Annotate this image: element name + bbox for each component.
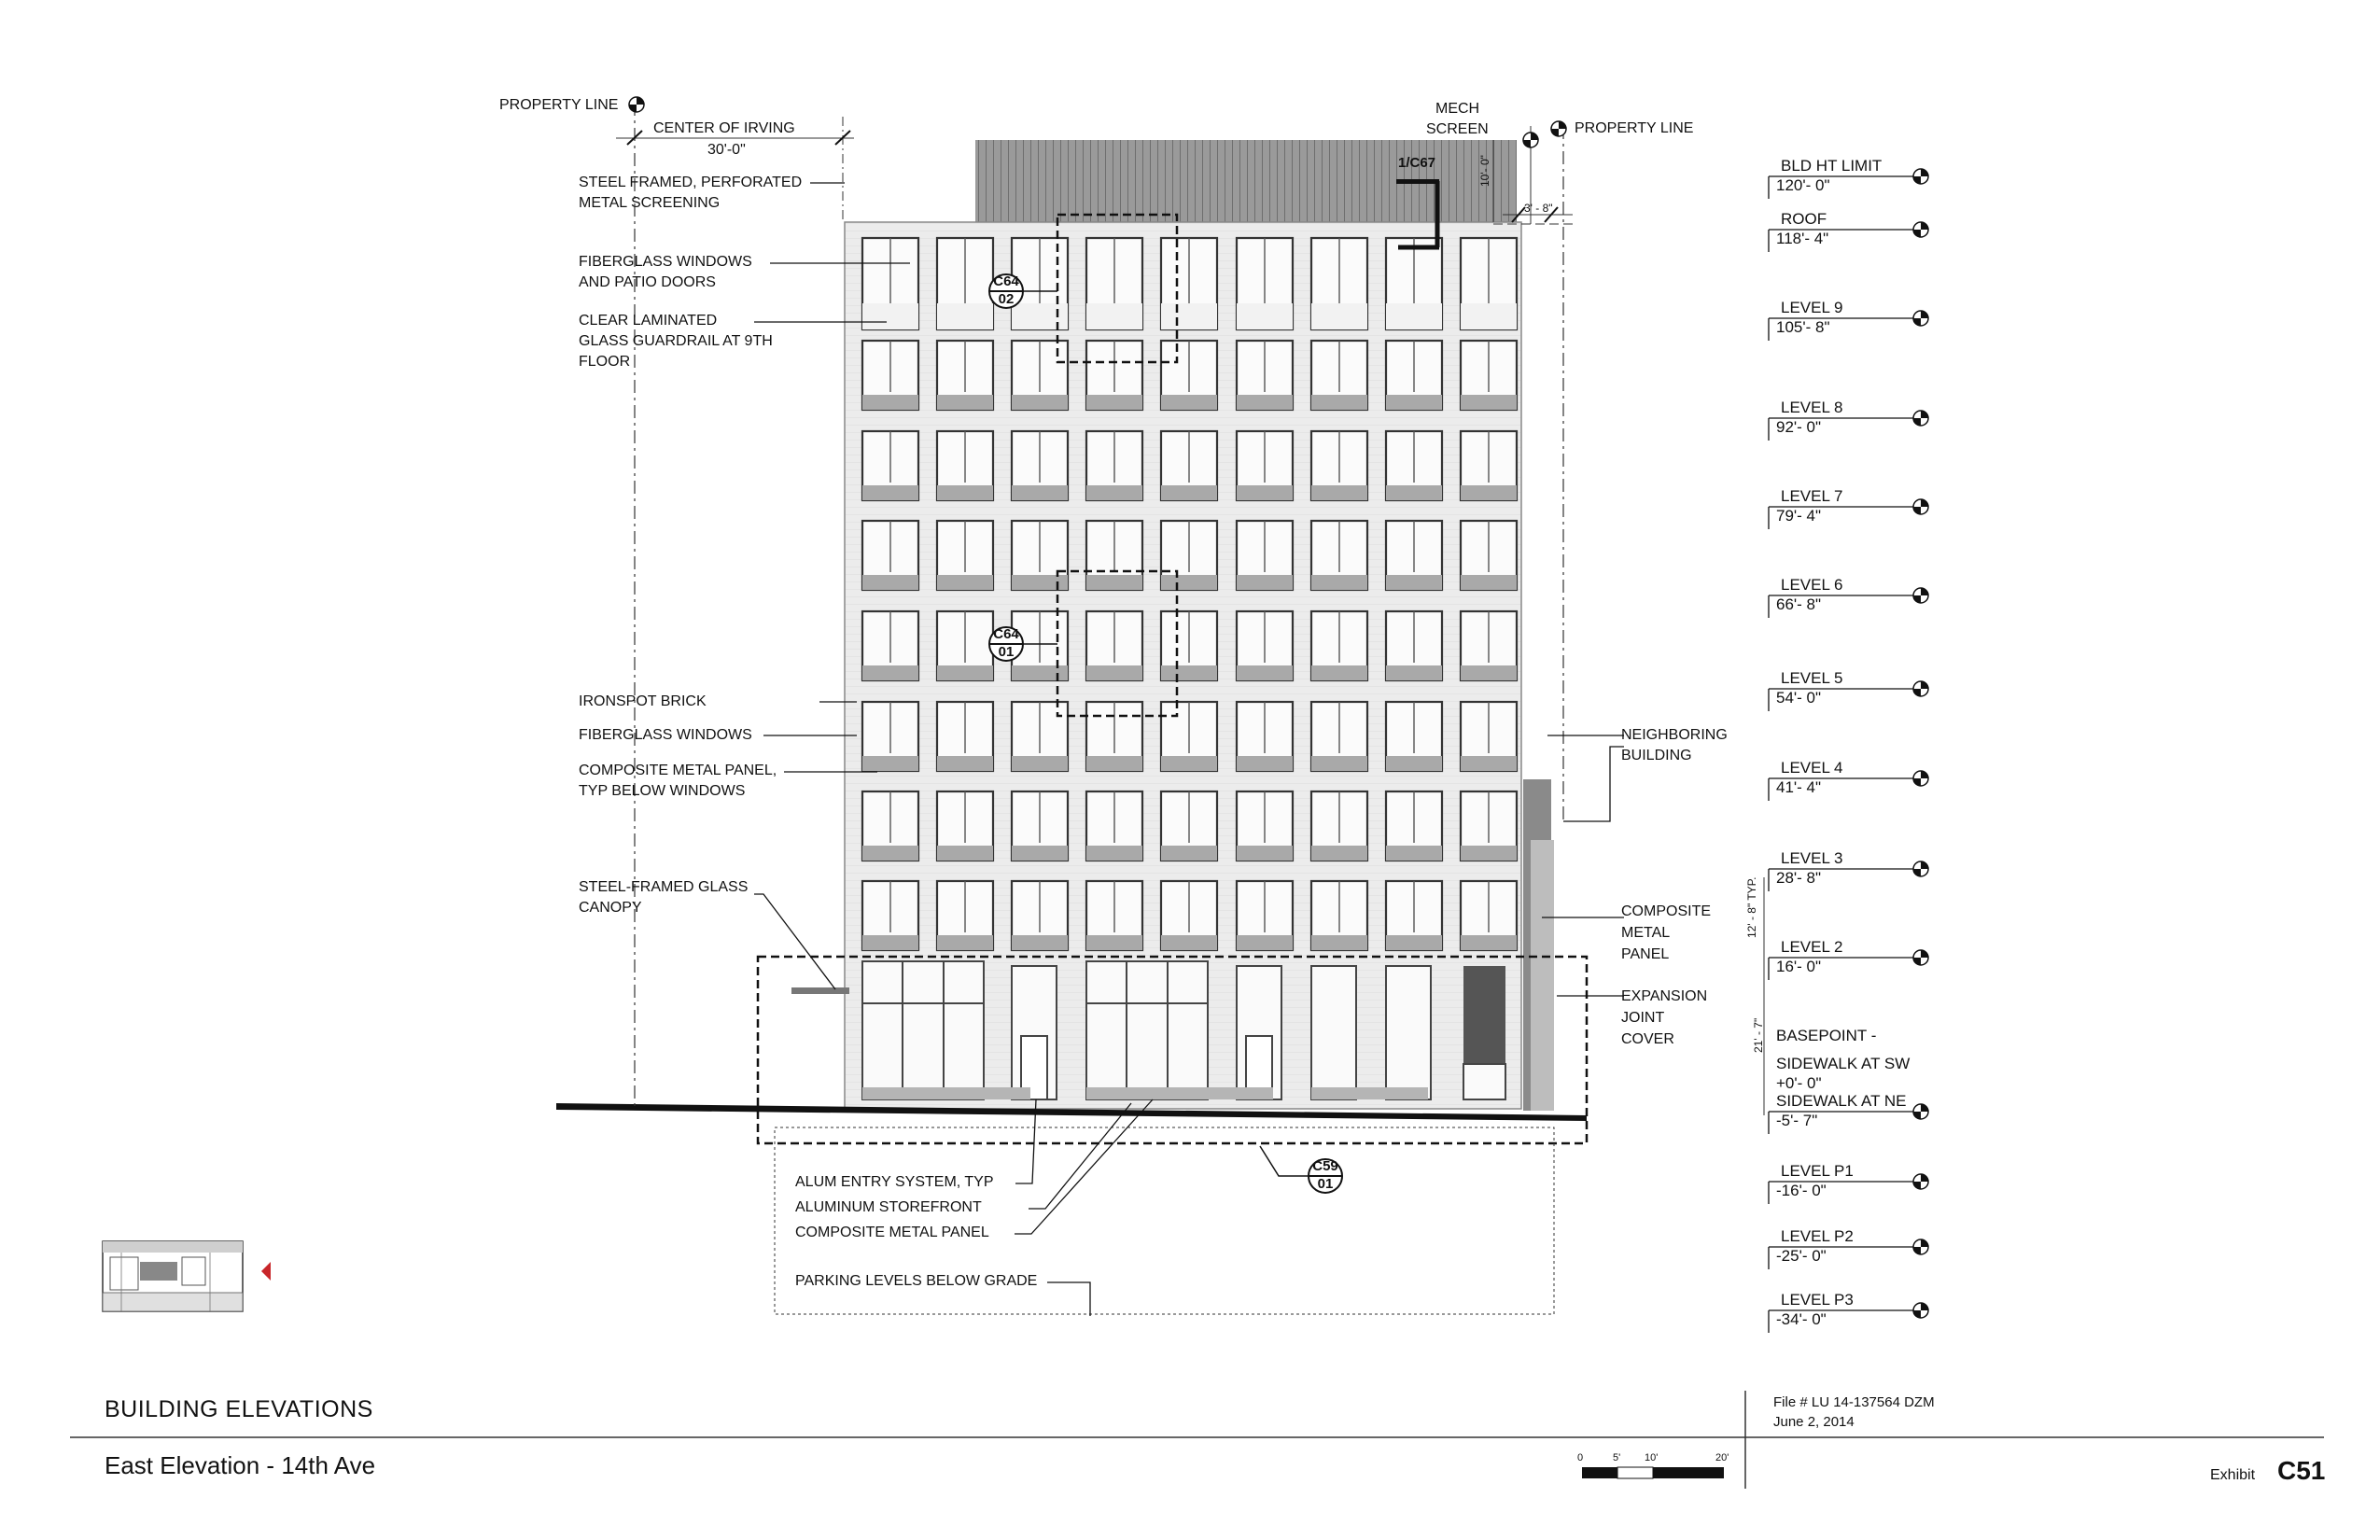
composite-panel-below-window	[1311, 665, 1367, 680]
composite-panel-below-window	[862, 485, 918, 500]
composite-panel-below-window	[1237, 485, 1293, 500]
note-alum-entry: ALUM ENTRY SYSTEM, TYP	[795, 1174, 994, 1190]
level-name: LEVEL 5	[1781, 669, 1843, 687]
composite-panel-below-window	[862, 935, 918, 950]
level-elevation: -25'- 0"	[1776, 1247, 1827, 1265]
composite-panel-below-window	[1161, 665, 1217, 680]
composite-metal-panel-side	[1531, 840, 1554, 1111]
level-name: LEVEL P3	[1781, 1291, 1854, 1309]
level-name: ROOF	[1781, 210, 1827, 228]
composite-panel-below-window	[1012, 935, 1068, 950]
glass-guardrail	[1161, 303, 1217, 329]
level-name: LEVEL 6	[1781, 576, 1843, 594]
glass-guardrail	[1311, 303, 1367, 329]
composite-panel-below-window	[1461, 756, 1517, 771]
file-number: File # LU 14-137564 DZM	[1773, 1394, 1935, 1410]
dim-10-label: 10'- 0"	[1478, 155, 1491, 187]
glass-guardrail	[1386, 303, 1442, 329]
composite-panel-below-window	[1012, 756, 1068, 771]
glass-guardrail	[1086, 303, 1142, 329]
note-neighboring-building: NEIGHBORING BUILDING	[1621, 727, 1728, 763]
composite-panel-below-window	[1461, 846, 1517, 861]
composite-panel-below-window	[1386, 485, 1442, 500]
composite-panel-below-window	[1012, 485, 1068, 500]
detail-tag-c64-01-top: C64	[993, 626, 1019, 642]
level-elevation: 120'- 0"	[1776, 176, 1830, 194]
center-of-irving-label: CENTER OF IRVING	[653, 120, 795, 136]
composite-panel-below-window	[1311, 575, 1367, 590]
scale-bar	[1582, 1467, 1724, 1478]
note-ironspot-brick: IRONSPOT BRICK	[579, 693, 707, 709]
level-name: LEVEL 2	[1781, 938, 1843, 956]
note-aluminum-storefront: ALUMINUM STOREFRONT	[795, 1199, 982, 1215]
level-elevation: 118'- 4"	[1776, 230, 1829, 247]
composite-panel-below-window	[1311, 395, 1367, 410]
detail-tag-c64-02-bottom: 02	[998, 291, 1015, 307]
sheet-title: BUILDING ELEVATIONS	[105, 1396, 373, 1422]
scale-label-0: 0	[1577, 1452, 1584, 1463]
note-fiberglass-patio: FIBERGLASS WINDOWS AND PATIO DOORS	[579, 254, 752, 290]
note-fiberglass-windows: FIBERGLASS WINDOWS	[579, 727, 752, 743]
note-perforated-screening: STEEL FRAMED, PERFORATED METAL SCREENING	[579, 175, 803, 211]
detail-tag-c59-01-bottom: 01	[1317, 1176, 1334, 1192]
level-name: LEVEL P2	[1781, 1227, 1854, 1245]
composite-panel-below-window	[1086, 575, 1142, 590]
view-name: East Elevation - 14th Ave	[105, 1451, 376, 1479]
dim-30-label: 30'-0"	[707, 142, 746, 158]
dim-12-8-label: 12' - 8" TYP.	[1745, 876, 1758, 938]
composite-panel-below-window	[1311, 935, 1367, 950]
composite-panel-below-window	[1012, 665, 1068, 680]
glass-guardrail	[862, 303, 918, 329]
composite-panel-below-window	[1086, 395, 1142, 410]
level-name: LEVEL P1	[1781, 1162, 1854, 1180]
level-elevation: 105'- 8"	[1776, 318, 1830, 336]
property-line-label-right: PROPERTY LINE	[1575, 120, 1694, 136]
dim-21-7-label: 21' - 7"	[1752, 1017, 1765, 1053]
composite-panel-below-window	[1237, 846, 1293, 861]
level-elevation: -5'- 7"	[1776, 1112, 1818, 1129]
composite-panel-below-window	[937, 395, 993, 410]
composite-panel-below-window	[1086, 485, 1142, 500]
composite-panel-below-window	[1237, 395, 1293, 410]
detail-tag-c59-01-top: C59	[1312, 1158, 1338, 1174]
level-name: SIDEWALK AT NE	[1776, 1092, 1907, 1110]
composite-panel-below-window	[1012, 395, 1068, 410]
composite-panel-below-window	[1237, 575, 1293, 590]
scale-label-20: 20'	[1715, 1452, 1729, 1463]
composite-panel-below-window	[1461, 665, 1517, 680]
composite-panel-below-window	[1237, 665, 1293, 680]
composite-panel-below-window	[1237, 756, 1293, 771]
composite-panel-below-window	[862, 575, 918, 590]
detail-tag-1-c67: 1/C67	[1397, 155, 1436, 171]
composite-panel-below-window	[937, 935, 993, 950]
detail-tag-c64-02-top: C64	[993, 273, 1019, 289]
level-markers	[1769, 169, 1928, 1333]
key-plan-thumbnail	[103, 1241, 271, 1311]
scale-label-5: 5'	[1613, 1452, 1621, 1463]
composite-panel-below-window	[1161, 756, 1217, 771]
composite-panel-below-window	[1311, 846, 1367, 861]
mech-screen-symbol	[1523, 133, 1538, 147]
composite-panel-below-window	[1012, 575, 1068, 590]
composite-panel-below-window	[1237, 935, 1293, 950]
property-line-label-left: PROPERTY LINE	[499, 97, 619, 113]
composite-panel-below-window	[1086, 665, 1142, 680]
composite-panel-below-window	[1386, 846, 1442, 861]
composite-panel-below-window	[862, 665, 918, 680]
level-elevation: +0'- 0"	[1776, 1074, 1822, 1092]
property-line-symbol-right	[1551, 121, 1566, 136]
composite-panel-below-window	[937, 665, 993, 680]
level-elevation: 79'- 4"	[1776, 507, 1822, 525]
exhibit-label: Exhibit	[2210, 1467, 2256, 1483]
glass-guardrail	[937, 303, 993, 329]
composite-panel-below-window	[1386, 395, 1442, 410]
level-name: SIDEWALK AT SW	[1776, 1055, 1911, 1072]
composite-panel-below-window	[1311, 485, 1367, 500]
composite-panel-below-window	[1086, 846, 1142, 861]
glass-guardrail	[1237, 303, 1293, 329]
composite-panel-below-window	[862, 395, 918, 410]
note-glass-canopy: STEEL-FRAMED GLASS CANOPY	[579, 879, 749, 916]
level-elevation: -16'- 0"	[1776, 1182, 1827, 1199]
mech-screen-label-2: SCREEN	[1426, 121, 1489, 137]
composite-panel-below-window	[862, 756, 918, 771]
mech-screen-label-1: MECH	[1435, 101, 1480, 117]
composite-panel-below-window	[1461, 485, 1517, 500]
note-parking-levels: PARKING LEVELS BELOW GRADE	[795, 1273, 1038, 1289]
level-name: LEVEL 9	[1781, 299, 1843, 316]
composite-panel-below-window	[937, 756, 993, 771]
note-composite-panel-typ: COMPOSITE METAL PANEL, TYP BELOW WINDOWS	[579, 763, 777, 799]
glass-guardrail	[1012, 303, 1068, 329]
level-name: BLD HT LIMIT	[1781, 157, 1883, 175]
composite-panel-below-window	[862, 846, 918, 861]
level-elevation: 28'- 8"	[1776, 869, 1822, 887]
level-name: LEVEL 3	[1781, 849, 1843, 867]
property-line-symbol-left	[629, 97, 644, 112]
composite-panel-below-window	[937, 485, 993, 500]
composite-panel-below-window	[1461, 395, 1517, 410]
composite-panel-below-window	[937, 846, 993, 861]
level-elevation: -34'- 0"	[1776, 1310, 1827, 1328]
level-name: LEVEL 7	[1781, 487, 1843, 505]
issue-date: June 2, 2014	[1773, 1414, 1855, 1430]
composite-panel-below-window	[937, 575, 993, 590]
note-glass-guardrail: CLEAR LAMINATED GLASS GUARDRAIL AT 9TH FLOOR	[579, 313, 773, 370]
detail-tag-c64-01-bottom: 01	[998, 644, 1015, 660]
composite-panel-below-window	[1086, 756, 1142, 771]
composite-panel-below-window	[1161, 846, 1217, 861]
level-name: BASEPOINT -	[1776, 1027, 1877, 1044]
level-elevation: 16'- 0"	[1776, 958, 1822, 975]
composite-panel-below-window	[1086, 935, 1142, 950]
level-name: LEVEL 4	[1781, 759, 1843, 777]
level-elevation: 41'- 4"	[1776, 778, 1822, 796]
note-composite-metal-panel-bottom: COMPOSITE METAL PANEL	[795, 1225, 989, 1240]
note-expansion-joint: EXPANSION JOINT COVER	[1621, 988, 1708, 1047]
glass-guardrail	[1461, 303, 1517, 329]
composite-panel-below-window	[1161, 485, 1217, 500]
dim-3-8-label: 3' - 8"	[1524, 202, 1553, 215]
level-name: LEVEL 8	[1781, 399, 1843, 416]
composite-panel-below-window	[1461, 575, 1517, 590]
composite-panel-below-window	[1386, 935, 1442, 950]
note-composite-metal-panel: COMPOSITE METAL PANEL	[1621, 903, 1712, 962]
composite-panel-below-window	[1461, 935, 1517, 950]
level-elevation: 66'- 8"	[1776, 595, 1822, 613]
level-elevation: 92'- 0"	[1776, 418, 1822, 436]
composite-panel-below-window	[1386, 575, 1442, 590]
composite-panel-below-window	[1161, 575, 1217, 590]
composite-panel-below-window	[1311, 756, 1367, 771]
composite-panel-below-window	[1012, 846, 1068, 861]
storefront	[862, 961, 1505, 1099]
glass-canopy	[791, 987, 849, 994]
composite-panel-below-window	[1386, 756, 1442, 771]
composite-panel-below-window	[1386, 665, 1442, 680]
level-elevation: 54'- 0"	[1776, 689, 1822, 707]
scale-label-10: 10'	[1645, 1452, 1659, 1463]
composite-panel-below-window	[1161, 395, 1217, 410]
exhibit-number: C51	[2277, 1456, 2326, 1485]
composite-panel-below-window	[1161, 935, 1217, 950]
